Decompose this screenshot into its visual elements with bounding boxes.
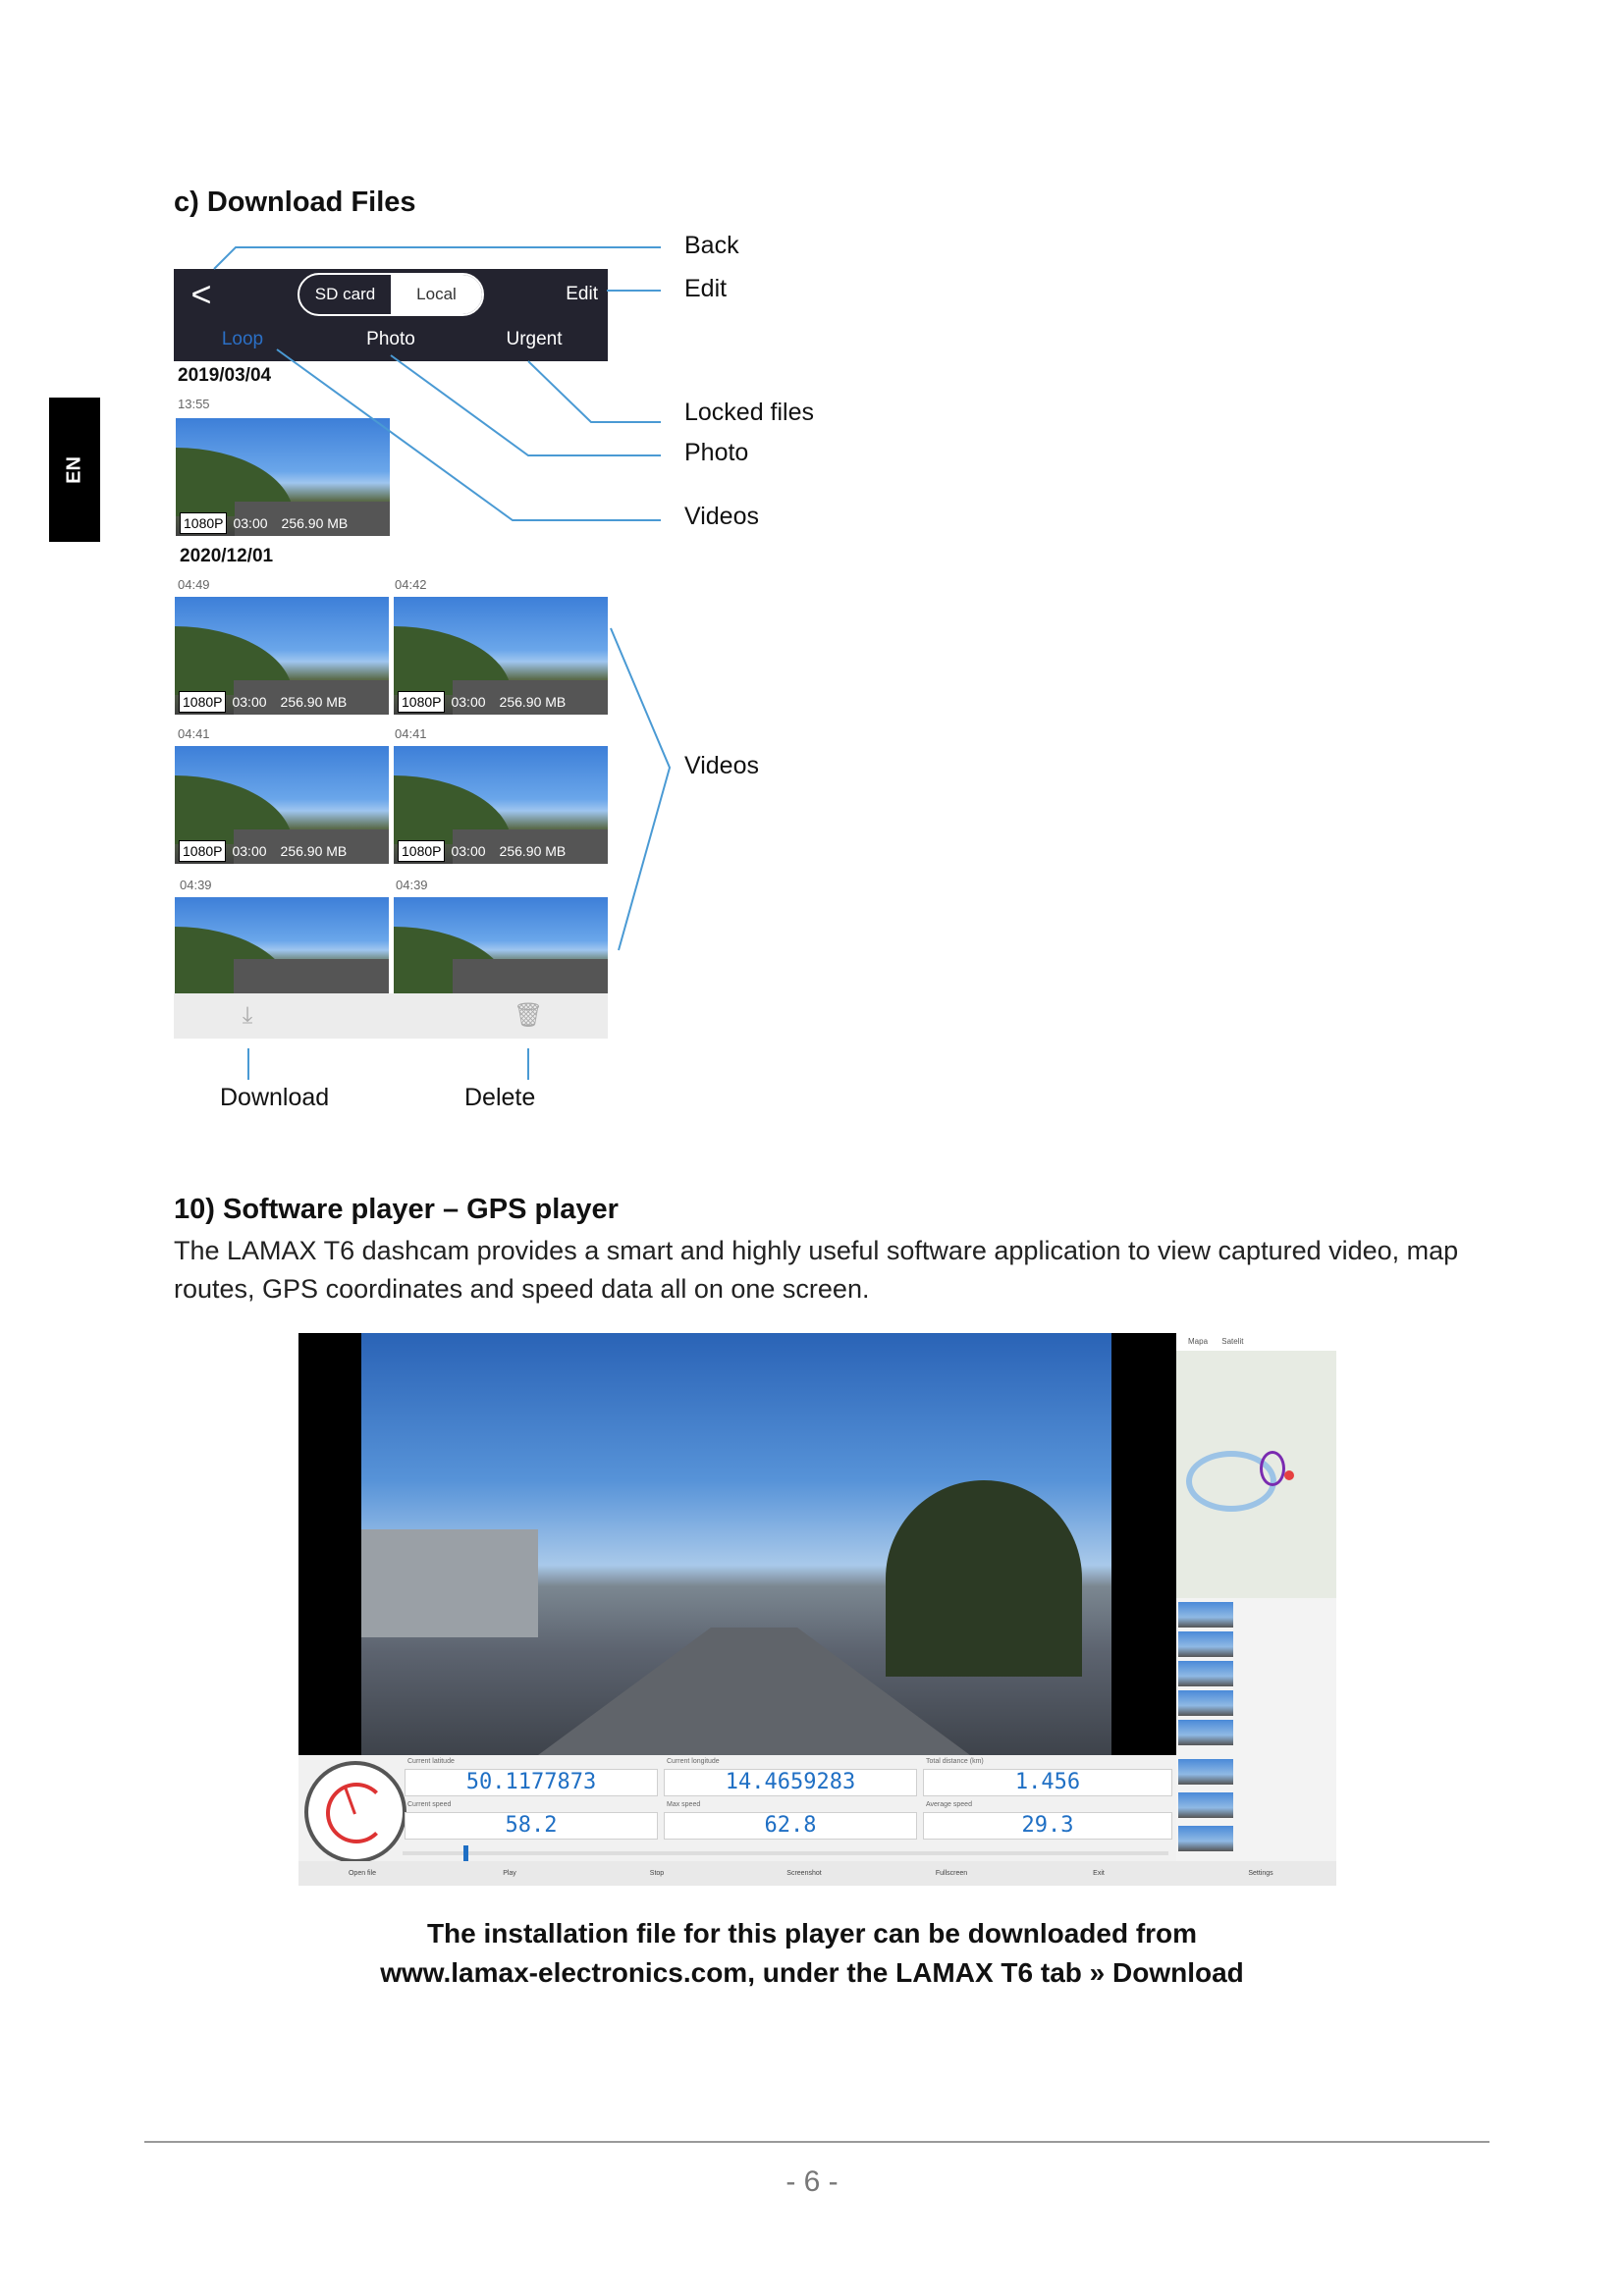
language-tab [49,398,100,542]
clip-time: 13:55 [178,397,210,411]
longitude-field: Current longitude 14.4659283 [664,1769,917,1796]
callout-back: Back [684,232,739,259]
size-label: 256.90 MB [280,694,348,710]
callout-delete: Delete [464,1084,536,1111]
map-tab-satellite[interactable]: Satelit [1221,1337,1244,1346]
duration-label: 03:00 [451,694,486,710]
install-note [174,1914,1450,1993]
resolution-badge: 1080P [398,840,445,862]
file-tabs [174,318,608,361]
install-note-url: www.lamax-electronics.com, under the LAMAX T6 tab » [380,1957,1113,1988]
list-item[interactable] [1178,1602,1233,1628]
video-thumbnail[interactable] [175,597,389,715]
list-item[interactable] [1178,1720,1233,1745]
list-item[interactable] [1178,1792,1233,1818]
speedometer-icon [304,1761,406,1863]
callout-edit: Edit [684,275,728,302]
download-files-heading: c) Download Files [174,187,416,218]
distance-field: Total distance (km) 1.456 [923,1769,1172,1796]
language-label: EN [63,455,85,484]
duration-label: 03:00 [232,694,267,710]
app-topbar [174,269,608,361]
video-thumbnail[interactable] [394,597,608,715]
date-header: 2020/12/01 [180,546,274,566]
video-thumbnail[interactable] [394,897,608,993]
clip-time: 04:41 [395,726,427,741]
install-note-line1: The installation file for this player can be downloaded from [426,1918,1198,1949]
settings-button[interactable]: Settings [1248,1870,1273,1877]
slider-handle[interactable] [463,1845,468,1861]
map-panel [1176,1333,1336,1598]
date-header: 2019/03/04 [178,365,272,386]
app-screen [174,269,608,1039]
callout-videos: Videos [684,752,759,779]
tab-urgent[interactable]: Urgent [506,329,563,349]
tab-photo[interactable]: Photo [366,329,415,349]
gps-player-description: The LAMAX T6 dashcam provides a smart and highly useful software application to view captured video, map routes, GPS coordinates and speed data all on one screen. [174,1236,1459,1304]
video-thumbnail[interactable] [176,418,390,536]
clip-time: 04:42 [395,577,427,592]
footer-divider [144,2141,1489,2143]
exit-button[interactable]: Exit [1093,1870,1105,1877]
video-thumbnail[interactable] [175,746,389,864]
max-speed-field: Max speed 62.8 [664,1812,917,1840]
page-number: - 6 - [785,2165,839,2198]
source-switch[interactable] [298,273,484,316]
open-file-button[interactable]: Open file [348,1870,377,1877]
list-item[interactable] [1178,1631,1233,1657]
map-tab-map[interactable]: Mapa [1188,1337,1209,1346]
list-item[interactable] [1178,1690,1233,1716]
local-toggle[interactable]: Local [391,275,482,314]
callout-locked-files: Locked files [684,399,815,426]
tab-loop[interactable]: Loop [221,329,264,349]
resolution-badge: 1080P [179,691,226,713]
action-bar [174,993,608,1039]
list-item[interactable] [1178,1661,1233,1686]
download-icon[interactable]: ⤓ [242,1002,253,1029]
callout-videos: Videos [684,503,759,530]
video-thumbnail[interactable] [394,746,608,864]
screenshot-button[interactable]: Screenshot [786,1870,822,1877]
clip-time: 04:49 [178,577,210,592]
clip-time: 04:39 [396,878,428,892]
resolution-badge: 1080P [179,840,226,862]
resolution-badge: 1080P [398,691,445,713]
duration-label: 03:00 [232,843,267,859]
back-button[interactable]: < [190,274,212,314]
clip-time: 04:39 [180,878,212,892]
callout-download: Download [220,1084,330,1111]
duration-label: 03:00 [233,515,268,531]
sd-card-toggle[interactable]: SD card [314,285,376,303]
size-label: 256.90 MB [499,694,567,710]
size-label: 256.90 MB [499,843,567,859]
callout-photo: Photo [684,439,749,466]
gps-player-heading: 10) Software player – GPS player [174,1194,619,1225]
list-item[interactable] [1178,1759,1233,1785]
clip-time: 04:41 [178,726,210,741]
size-label: 256.90 MB [280,843,348,859]
edit-button[interactable]: Edit [566,284,598,304]
map-pin-icon [1284,1470,1294,1480]
stop-button[interactable]: Stop [649,1870,665,1877]
size-label: 256.90 MB [281,515,349,531]
play-button[interactable]: Play [503,1870,516,1877]
player-toolbar [298,1861,1336,1886]
map-tabs [1176,1333,1336,1351]
current-speed-field: Current speed 58.2 [405,1812,658,1840]
trash-icon[interactable]: 🗑 [514,1002,544,1029]
playback-slider[interactable] [403,1851,1168,1855]
duration-label: 03:00 [451,843,486,859]
resolution-badge: 1080P [180,512,227,534]
download-link[interactable]: Download [1112,1957,1244,1988]
video-thumbnail[interactable] [175,897,389,993]
average-speed-field: Average speed 29.3 [923,1812,1172,1840]
file-list [1176,1598,1336,1873]
list-item[interactable] [1178,1826,1233,1851]
latitude-field: Current latitude 50.1177873 [405,1769,658,1796]
video-frame [361,1333,1111,1755]
fullscreen-button[interactable]: Fullscreen [935,1870,968,1877]
gps-player-screenshot [298,1333,1336,1886]
